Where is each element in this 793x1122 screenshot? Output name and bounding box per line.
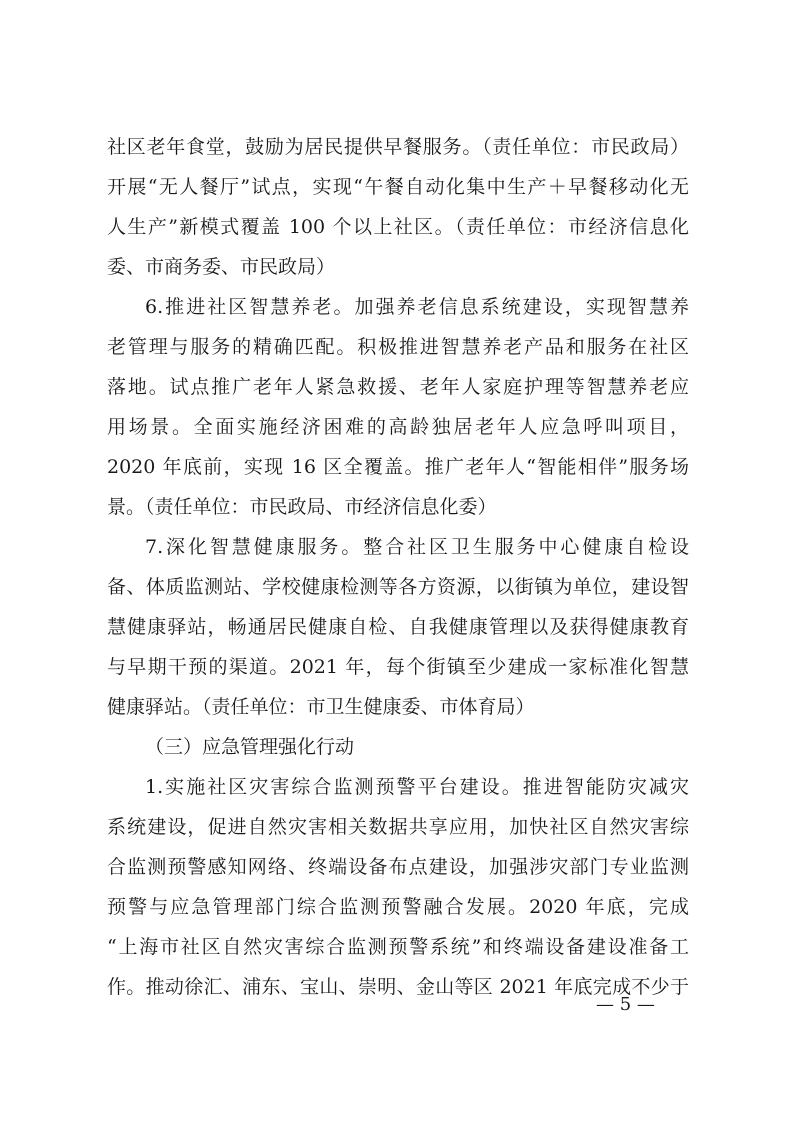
text-line-4: 委、市商务委、市民政局）	[107, 256, 336, 278]
text-line-13: 慧健康驿站，畅通居民健康自检、自我健康管理以及获得健康教育	[107, 616, 689, 638]
text-line-6: 老管理与服务的精确匹配。积极推进智慧养老产品和服务在社区	[107, 336, 689, 358]
text-line-20: 预警与应急管理部门综合监测预警融合发展。2020 年底，完成	[107, 896, 689, 918]
page-number: — 5 —	[596, 994, 655, 1015]
text-line-15: 健康驿站。（责任单位：市卫生健康委、市体育局）	[107, 696, 535, 718]
text-line-8: 用场景。全面实施经济困难的高龄独居老年人应急呼叫项目，	[107, 416, 689, 438]
text-line-2: 开展“无人餐厅”试点，实现“午餐自动化集中生产＋早餐移动化无	[107, 176, 689, 198]
text-line-9: 2020 年底前，实现 16 区全覆盖。推广老年人“智能相伴”服务场	[107, 456, 689, 478]
text-line-10: 景。（责任单位：市民政局、市经济信息化委）	[107, 496, 497, 518]
text-line-12: 备、体质监测站、学校健康检测等各方资源，以街镇为单位，建设智	[107, 576, 689, 598]
text-line-5: 6.推进社区智慧养老。加强养老信息系统建设，实现智慧养	[145, 296, 689, 318]
text-line-19: 合监测预警感知网络、终端设备布点建设，加强涉灾部门专业监测	[107, 856, 689, 878]
text-line-17: 1.实施社区灾害综合监测预警平台建设。推进智能防灾减灾	[145, 776, 689, 798]
text-line-18: 系统建设，促进自然灾害相关数据共享应用，加快社区自然灾害综	[107, 816, 689, 838]
text-line-14: 与早期干预的渠道。2021 年，每个街镇至少建成一家标准化智慧	[107, 656, 689, 678]
text-line-22: 作。推动徐汇、浦东、宝山、崇明、金山等区 2021 年底完成不少于	[107, 976, 689, 998]
text-line-1: 社区老年食堂，鼓励为居民提供早餐服务。（责任单位：市民政局）	[107, 136, 689, 158]
text-line-7: 落地。试点推广老年人紧急救援、老年人家庭护理等智慧养老应	[107, 376, 689, 398]
text-line-11: 7.深化智慧健康服务。整合社区卫生服务中心健康自检设	[145, 536, 689, 558]
text-line-3: 人生产”新模式覆盖 100 个以上社区。（责任单位：市经济信息化	[107, 216, 689, 238]
text-line-21: “上海市社区自然灾害综合监测预警系统”和终端设备建设准备工	[107, 936, 689, 958]
section-heading: （三）应急管理强化行动	[145, 736, 355, 758]
